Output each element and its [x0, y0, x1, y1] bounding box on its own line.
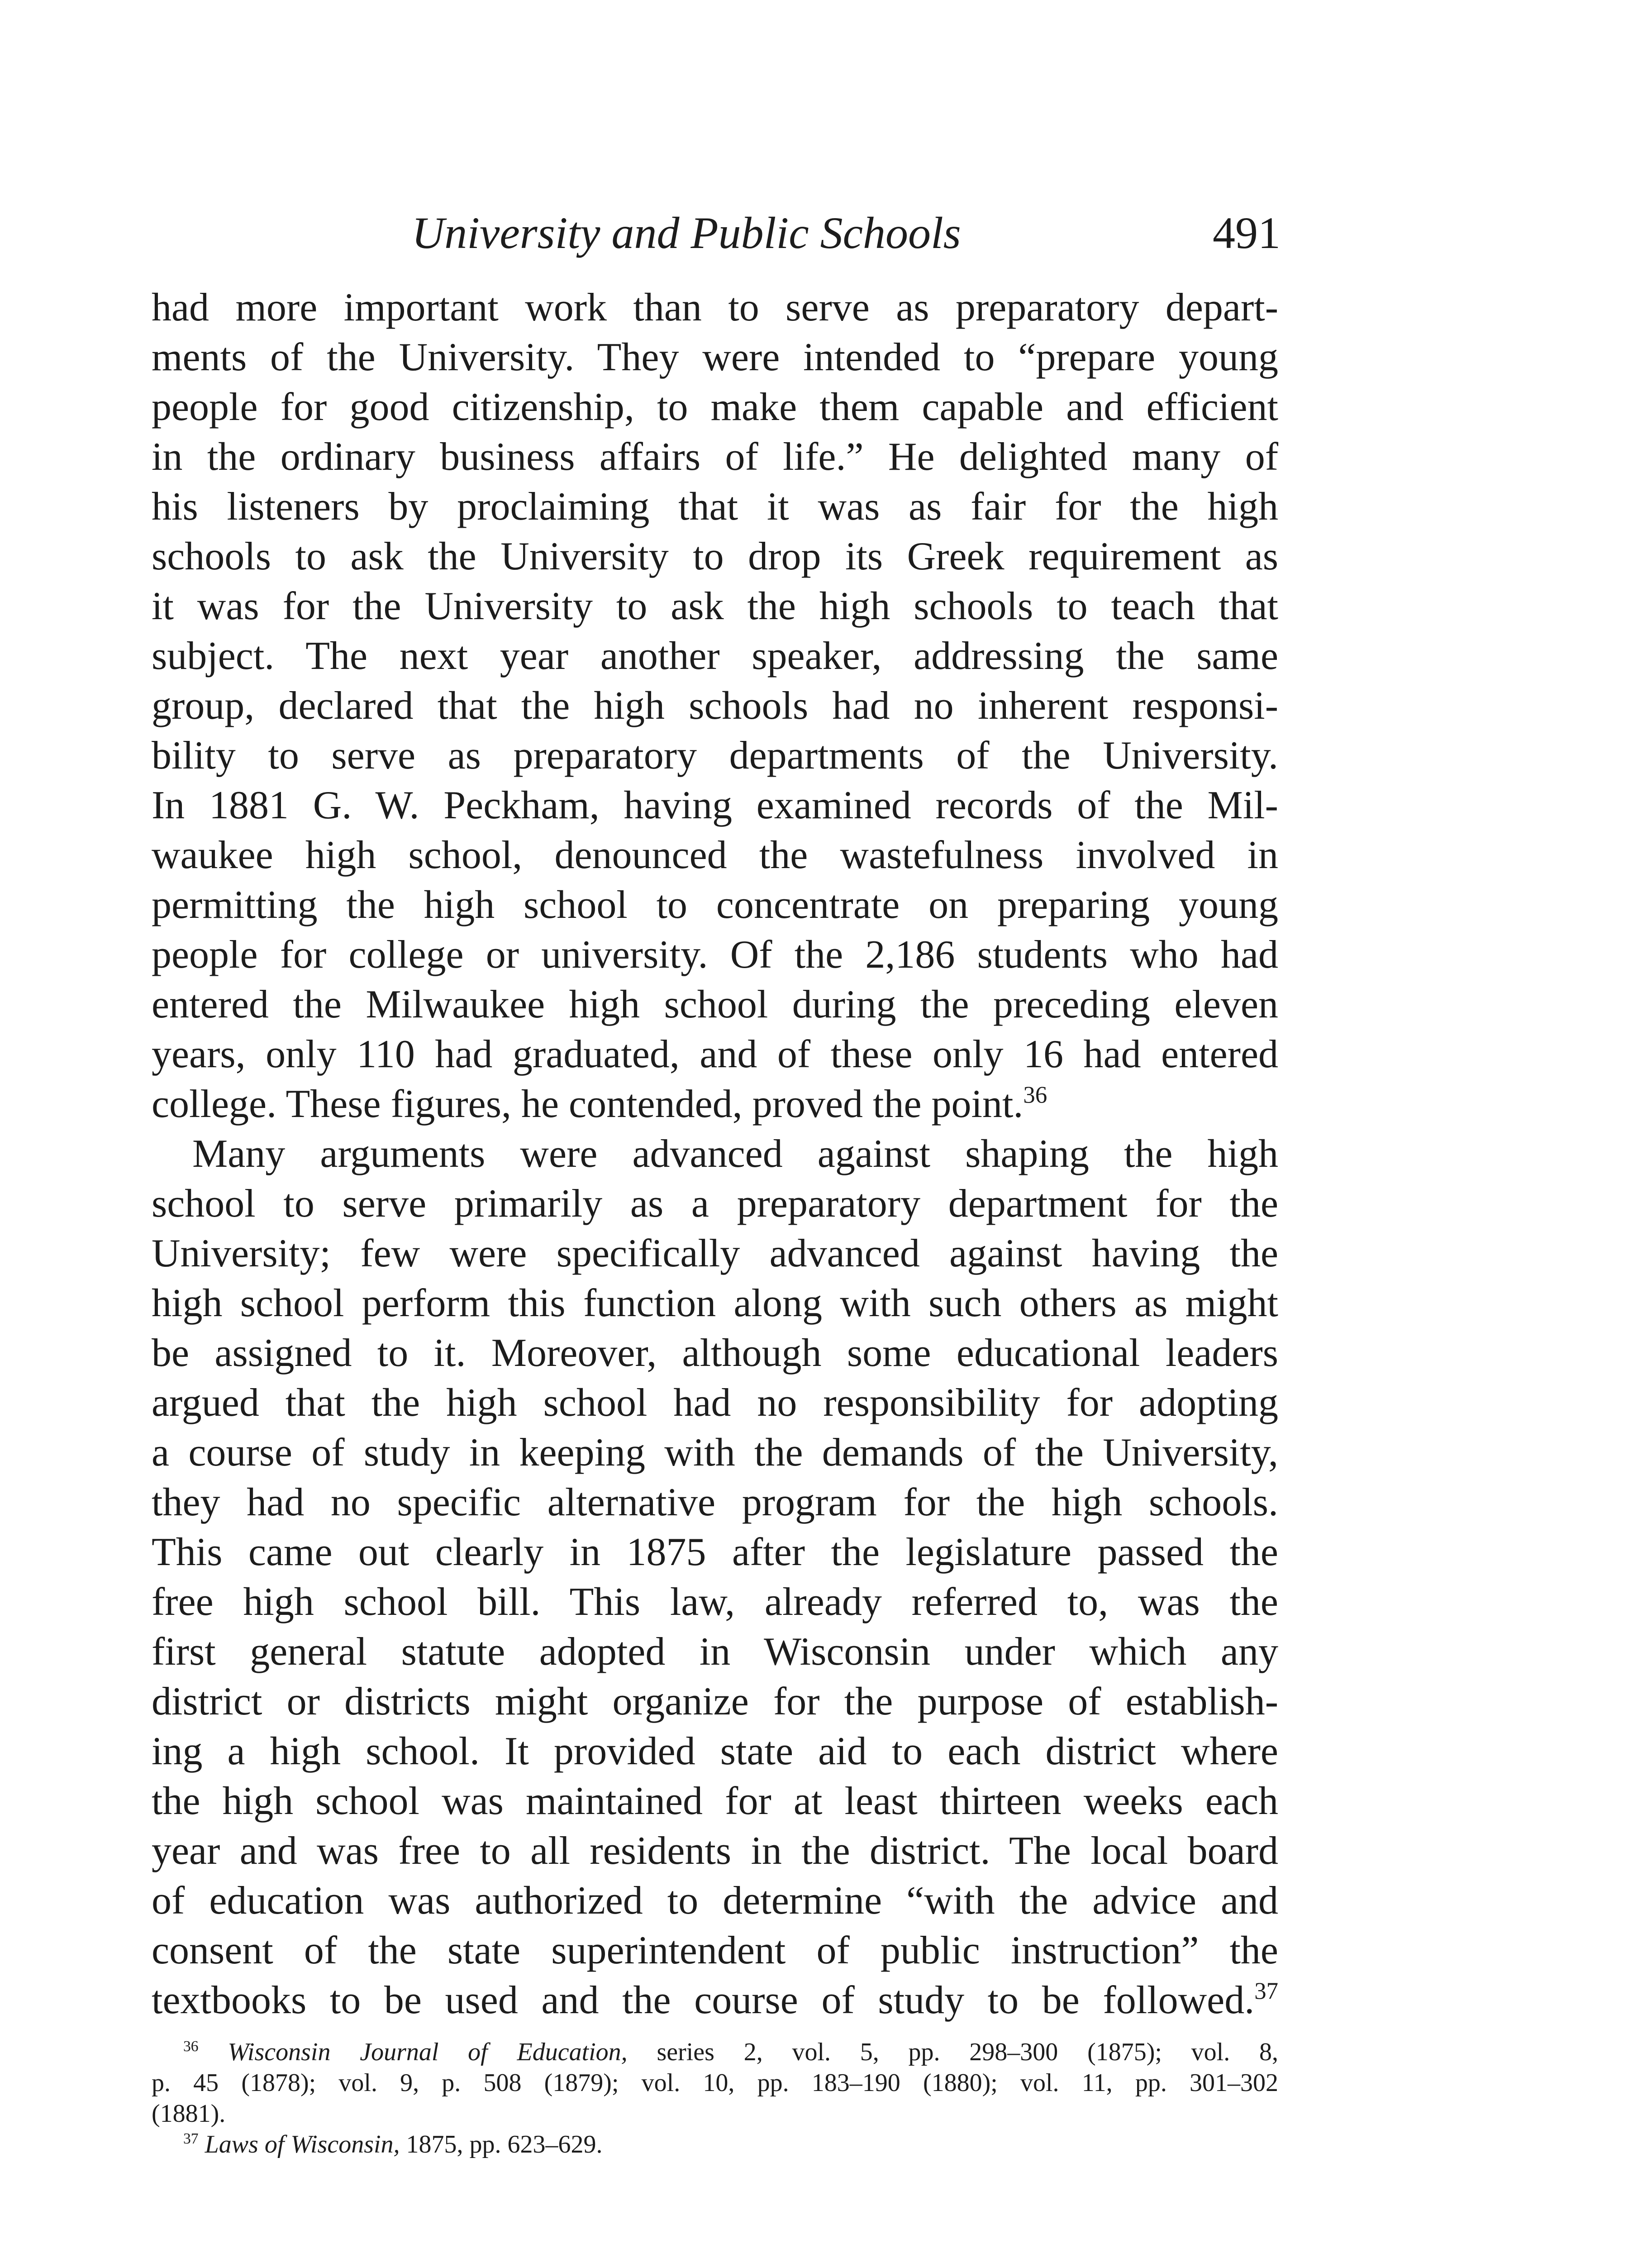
body-line: year and was free to all residents in the district. The local board [152, 1829, 1278, 1873]
body-line: permitting the high school to concentrate on preparing young [152, 883, 1278, 927]
footnote-36-line-1 [152, 2037, 1278, 2067]
footnote-36-line-2: p. 45 (1878); vol. 9, p. 508 (1879); vol. 10, pp. 183–190 (1880); vol. 11, pp. 301–302 [152, 2069, 1278, 2097]
body-line: the high school was maintained for at least thirteen weeks each [152, 1779, 1278, 1823]
footnote-36-line-3: (1881). [152, 2100, 226, 2128]
body-line: his listeners by proclaiming that it was as fair for the high [152, 485, 1278, 529]
body-line: waukee high school, denounced the wastefulness involved in [152, 833, 1278, 877]
paragraph-start-line: Many arguments were advanced against shaping the high [192, 1132, 1278, 1176]
footnote-37-rest: 1875, pp. 623–629. [400, 2130, 603, 2158]
body-line: schools to ask the University to drop its Greek requirement as [152, 535, 1278, 578]
body-line: had more important work than to serve as preparatory depart- [152, 286, 1278, 329]
body-line: people for good citizenship, to make them capable and efficient [152, 385, 1278, 429]
body-line: high school perform this function along with such others as might [152, 1281, 1278, 1325]
body-line: people for college or university. Of the 2,186 students who had [152, 933, 1278, 977]
body-line: ing a high school. It provided state aid to each district where [152, 1729, 1278, 1773]
footnote-ref-36[interactable]: 36 [1023, 1082, 1047, 1108]
footnote-37-source: Laws of Wisconsin, [205, 2130, 400, 2158]
footnote-37-marker: 37 [183, 2130, 199, 2147]
body-line: it was for the University to ask the high schools to teach that [152, 584, 1278, 628]
running-head [149, 199, 1285, 267]
footnote-37 [152, 2129, 1278, 2160]
footnote-36-rest: series 2, vol. 5, pp. 298–300 (1875); vol. 8, [627, 2038, 1279, 2066]
body-line-text: college. These figures, he contended, proved the point. [152, 1082, 1024, 1126]
body-line: school to serve primarily as a preparatory department for the [152, 1182, 1278, 1226]
footnotes [152, 2037, 1278, 2160]
body-line: district or districts might organize for the purpose of establish- [152, 1680, 1278, 1724]
body-line: University; few were specifically advanced against having the [152, 1232, 1278, 1275]
body-line: ments of the University. They were intended to “prepare young [152, 335, 1278, 379]
page-number: 491 [1213, 208, 1281, 258]
body-line: group, declared that the high schools had no inherent responsi- [152, 684, 1278, 728]
body-line: in the ordinary business affairs of life.” He delighted many of [152, 435, 1278, 479]
body-line: bility to serve as preparatory departments of the University. [152, 734, 1278, 778]
footnote-36-marker: 36 [183, 2038, 199, 2055]
body-line: a course of study in keeping with the demands of the University, [152, 1431, 1278, 1475]
body-line: years, only 110 had graduated, and of these only 16 had entered [152, 1032, 1278, 1076]
running-title: University and Public Schools [412, 208, 961, 258]
body-line: free high school bill. This law, already referred to, was the [152, 1580, 1278, 1624]
footnote-36-source: Wisconsin Journal of Education, [228, 2038, 628, 2066]
body-line: first general statute adopted in Wisconsin under which any [152, 1630, 1278, 1674]
body-line: consent of the state superintendent of public instruction” the [152, 1929, 1278, 1972]
body-line-with-note [152, 1976, 1278, 2025]
body-text [152, 283, 1278, 2025]
footnote-ref-37[interactable]: 37 [1254, 1978, 1278, 2005]
body-line-text: textbooks to be used and the course of study to be followed. [152, 1978, 1255, 2022]
body-line: This came out clearly in 1875 after the legislature passed the [152, 1530, 1278, 1574]
body-line: subject. The next year another speaker, addressing the same [152, 634, 1278, 678]
body-line: argued that the high school had no responsibility for adopting [152, 1381, 1278, 1425]
body-line: of education was authorized to determine “with the advice and [152, 1879, 1278, 1923]
body-line: In 1881 G. W. Peckham, having examined records of the Mil- [152, 783, 1278, 827]
body-line: entered the Milwaukee high school during the preceding eleven [152, 983, 1278, 1026]
body-line-with-note [152, 1079, 1278, 1129]
body-line: be assigned to it. Moreover, although some educational leaders [152, 1331, 1278, 1375]
body-line: they had no specific alternative program for the high schools. [152, 1480, 1278, 1524]
